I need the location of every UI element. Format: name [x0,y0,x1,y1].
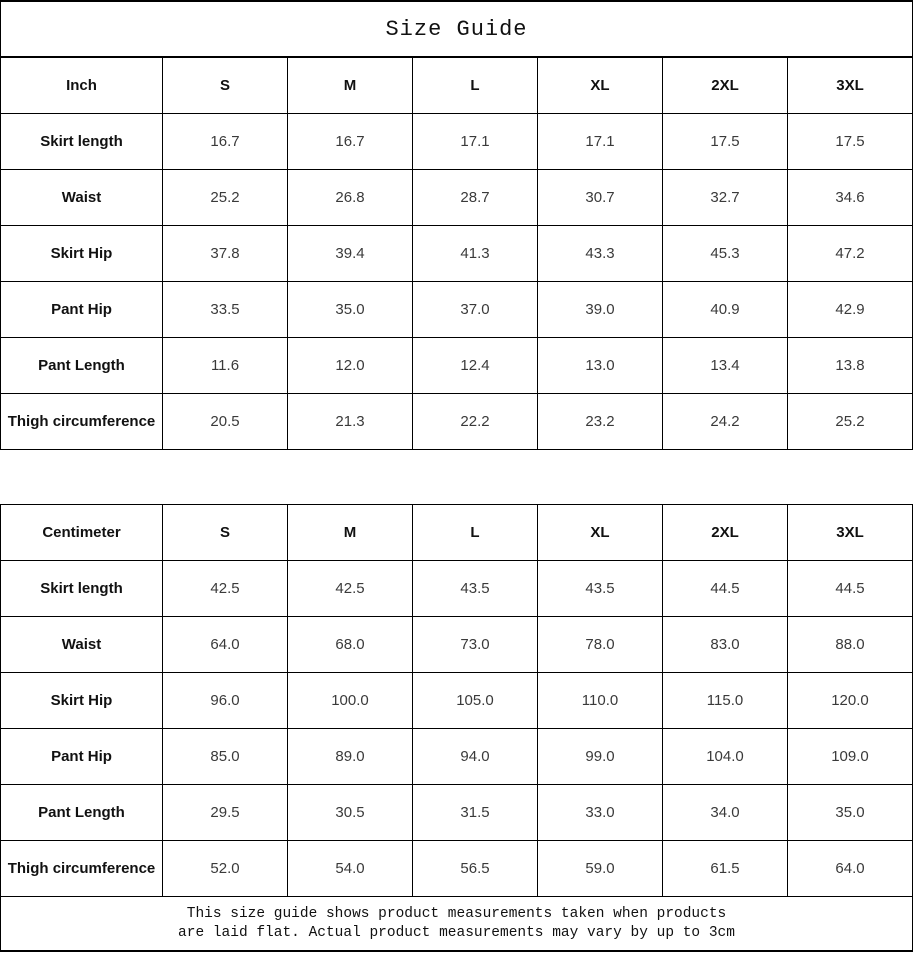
measurement-value: 20.5 [163,394,288,450]
measurement-row [1,114,913,170]
measurement-value: 44.5 [788,561,913,617]
measurement-value: 33.5 [163,282,288,338]
size-column-header: L [413,505,538,561]
measurement-row [1,561,913,617]
size-column-header: XL [538,58,663,114]
header-row [1,58,913,114]
measurement-value: 73.0 [413,617,538,673]
measurement-row [1,617,913,673]
measurement-value: 17.5 [788,114,913,170]
measurement-value: 35.0 [288,282,413,338]
size-column-header: S [163,58,288,114]
measurement-value: 43.5 [413,561,538,617]
measurement-value: 39.4 [288,226,413,282]
table-spacer [0,450,913,505]
size-column-header: 3XL [788,58,913,114]
measurement-label: Pant Length [1,785,163,841]
measurement-value: 11.6 [163,338,288,394]
measurement-value: 32.7 [663,170,788,226]
measurement-value: 40.9 [663,282,788,338]
measurement-value: 41.3 [413,226,538,282]
disclaimer-line-1: This size guide shows product measurements taken when products [186,905,727,922]
measurement-label: Skirt Hip [1,226,163,282]
disclaimer-note [0,896,913,952]
size-column-header: S [163,505,288,561]
measurement-value: 24.2 [663,394,788,450]
disclaimer-line-2: are laid flat. Actual product measurements may vary by up to 3cm [178,924,735,941]
measurement-value: 23.2 [538,394,663,450]
measurement-value: 94.0 [413,729,538,785]
measurement-label: Thigh circumference [1,841,163,897]
measurement-row [1,673,913,729]
centimeter-size-table [0,504,913,897]
measurement-value: 45.3 [663,226,788,282]
measurement-value: 37.8 [163,226,288,282]
measurement-value: 47.2 [788,226,913,282]
measurement-row [1,729,913,785]
measurement-row [1,338,913,394]
measurement-value: 42.5 [163,561,288,617]
header-row [1,505,913,561]
measurement-value: 28.7 [413,170,538,226]
unit-header: Centimeter [1,505,163,561]
measurement-value: 25.2 [163,170,288,226]
measurement-value: 13.0 [538,338,663,394]
measurement-value: 109.0 [788,729,913,785]
measurement-value: 16.7 [288,114,413,170]
measurement-value: 105.0 [413,673,538,729]
size-column-header: 2XL [663,58,788,114]
measurement-label: Skirt length [1,561,163,617]
size-column-header: 3XL [788,505,913,561]
measurement-value: 37.0 [413,282,538,338]
measurement-value: 33.0 [538,785,663,841]
page-title: Size Guide [0,0,913,58]
measurement-label: Skirt length [1,114,163,170]
measurement-value: 61.5 [663,841,788,897]
measurement-row [1,226,913,282]
measurement-value: 64.0 [788,841,913,897]
measurement-label: Pant Hip [1,729,163,785]
measurement-row [1,785,913,841]
measurement-value: 85.0 [163,729,288,785]
measurement-value: 22.2 [413,394,538,450]
measurement-value: 12.4 [413,338,538,394]
measurement-row [1,170,913,226]
measurement-value: 29.5 [163,785,288,841]
measurement-value: 17.1 [413,114,538,170]
measurement-value: 44.5 [663,561,788,617]
measurement-value: 52.0 [163,841,288,897]
measurement-value: 54.0 [288,841,413,897]
measurement-value: 30.5 [288,785,413,841]
measurement-value: 99.0 [538,729,663,785]
measurement-value: 96.0 [163,673,288,729]
measurement-value: 100.0 [288,673,413,729]
measurement-value: 59.0 [538,841,663,897]
measurement-value: 89.0 [288,729,413,785]
measurement-value: 42.5 [288,561,413,617]
measurement-label: Pant Hip [1,282,163,338]
measurement-value: 83.0 [663,617,788,673]
measurement-value: 115.0 [663,673,788,729]
measurement-value: 16.7 [163,114,288,170]
measurement-value: 68.0 [288,617,413,673]
measurement-value: 56.5 [413,841,538,897]
measurement-value: 13.4 [663,338,788,394]
measurement-value: 120.0 [788,673,913,729]
inch-size-table [0,57,913,450]
measurement-label: Skirt Hip [1,673,163,729]
measurement-value: 26.8 [288,170,413,226]
measurement-row [1,841,913,897]
measurement-value: 64.0 [163,617,288,673]
size-column-header: 2XL [663,505,788,561]
measurement-value: 78.0 [538,617,663,673]
measurement-value: 30.7 [538,170,663,226]
measurement-value: 34.0 [663,785,788,841]
measurement-label: Thigh circumference [1,394,163,450]
size-column-header: L [413,58,538,114]
measurement-value: 12.0 [288,338,413,394]
size-column-header: M [288,505,413,561]
measurement-value: 104.0 [663,729,788,785]
measurement-value: 35.0 [788,785,913,841]
measurement-label: Waist [1,170,163,226]
size-column-header: M [288,58,413,114]
measurement-row [1,394,913,450]
measurement-value: 17.1 [538,114,663,170]
measurement-value: 110.0 [538,673,663,729]
measurement-label: Pant Length [1,338,163,394]
measurement-value: 31.5 [413,785,538,841]
measurement-value: 43.3 [538,226,663,282]
measurement-value: 21.3 [288,394,413,450]
measurement-value: 25.2 [788,394,913,450]
size-column-header: XL [538,505,663,561]
measurement-value: 88.0 [788,617,913,673]
measurement-value: 34.6 [788,170,913,226]
unit-header: Inch [1,58,163,114]
measurement-label: Waist [1,617,163,673]
measurement-value: 42.9 [788,282,913,338]
measurement-value: 17.5 [663,114,788,170]
measurement-row [1,282,913,338]
measurement-value: 13.8 [788,338,913,394]
measurement-value: 43.5 [538,561,663,617]
measurement-value: 39.0 [538,282,663,338]
